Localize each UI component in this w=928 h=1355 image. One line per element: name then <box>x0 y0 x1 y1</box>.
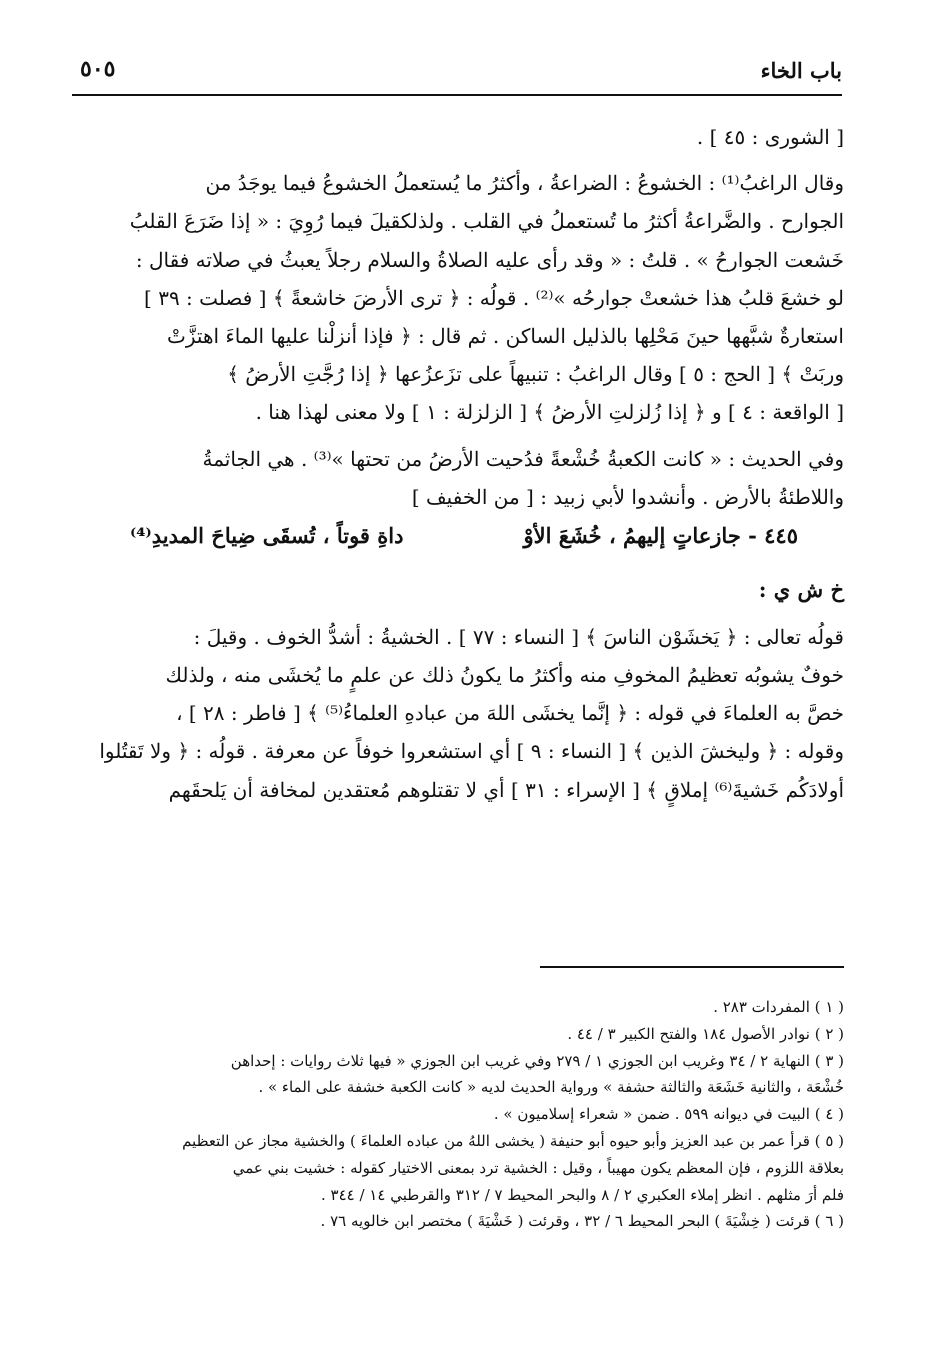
verse-first-text: جازعاتٍ إليهمُ ، خُشَعَ الأوْ <box>523 522 741 548</box>
footnote-line: فلم أرَ مثلهم . انظر إملاء العكبري ٢ / ٨ والبحر المحيط ٧ / ٣١٢ والقرطبي ١٤ / ٣٤٤ . <box>320 1185 844 1204</box>
text-line: [ الشورى : ٤٥ ] . <box>696 125 844 149</box>
text-line: وربَتْ ﴾ [ الحج : ٥ ] وقال الراغبُ : تنبيهاً على تزَعزُعها ﴿ إذا رُجَّتِ الأرضُ ﴾ <box>227 362 844 387</box>
text-line: الجوارح . والضَّراعةُ أكثرُ ما تُستعملُ في القلب . ولذلكقيلَ فيما رُوِيَ : « إذا ضَرَعَ القلبُ <box>129 209 844 234</box>
page-number: ٥٠٥ <box>80 56 116 82</box>
footnote-line: ( ٥ ) قرأ عمر بن عبد العزيز وأبو حيوه أبو حنيفة ( يخشى اللهُ من عباده العلماءَ ) والخشية مجاز عن التعظيم <box>182 1131 844 1150</box>
footnotes <box>66 994 844 1235</box>
text-line: خوفٌ يشوبُه تعظيمُ المخوفِ منه وأكثرُ ما يكونُ ذلك عن علمٍ ما يُخشَى منه ، ولذلك <box>165 663 844 688</box>
text-line: وفي الحديث : « كانت الكعبةُ خُشْعةً فدُحيت الأرضُ من تحتها »⁽³⁾ . هي الجاثمةُ <box>202 446 844 471</box>
text-line: خَشعت الجوارحُ » . قلتُ : « وقد رأى عليه الصلاةُ والسلام رجلاً يعبثُ في صلاته فقال : <box>135 247 844 272</box>
footnote-line: ( ٦ ) قرئت ( خِشْيَةَ ) البحر المحيط ٦ / ٣٢ ، وقرئت ( خَشْيَةَ ) مختصر ابن خالويه ٧٦ . <box>320 1212 844 1231</box>
footnote-line: ( ٣ ) النهاية ٢ / ٣٤ وغريب ابن الجوزي ١ / ٢٧٩ وفي غريب ابن الجوزي « فيها ثلاث روايات : إحداهن <box>230 1051 844 1070</box>
footnote-rule <box>540 966 844 968</box>
text-line: وقال الراغبُ⁽¹⁾ : الخشوعُ : الضراعةُ ، وأكثرُ ما يُستعملُ الخشوعُ فيما يوجَدُ من <box>205 171 844 196</box>
section-heading: خ ش ي : <box>758 576 844 602</box>
verse-first-hemistich <box>524 516 799 556</box>
main-text <box>70 118 844 809</box>
text-line: لو خشعَ قلبُ هذا خشعتْ جوارحُه »⁽²⁾ . قولُه : ﴿ ترى الأرضَ خاشعةً ﴾ [ فصلت : ٣٩ ] <box>144 285 844 310</box>
footnote-line: خُشْعَة ، والثانية خَشَعَة والثالثة حشفة » ورواية الحديث لديه « كانت الكعبة خشفة على الماء » . <box>258 1078 844 1097</box>
header-rule <box>72 94 842 96</box>
text-line: واللاطئةُ بالأرض . وأنشدوا لأبي زبيد : [ من الخفيف ] <box>411 484 844 509</box>
verse-number: ٤٤٥ - <box>748 522 798 548</box>
running-header <box>72 52 842 92</box>
poetry-verse <box>70 516 844 556</box>
footnote-line: بعلاقة اللزوم ، فإن المعظم يكون مهيباً ، وقيل : الخشية ترد بمعنى الاختيار كقوله : خشيت بني عمي <box>232 1158 844 1177</box>
text-line: خصَّ به العلماءَ في قوله : ﴿ إنَّما يخشَى اللهَ من عبادهِ العلماءُ⁽⁵⁾ ﴾ [ فاطر : ٢٨ ] ، <box>176 701 844 726</box>
verse-second-hemistich: داةِ قوتاً ، تُسقَى ضِياحَ المديدِ⁽⁴⁾ <box>130 522 404 548</box>
footnote-line: ( ٢ ) نوادر الأصول ١٨٤ والفتح الكبير ٣ / ٤٤ . <box>567 1024 844 1043</box>
text-line: استعارةٌ شبَّهها حينَ مَحْلِها بالذليل الساكن . ثم قال : ﴿ فإذا أنزلْنا عليها الماءَ اهتزَّتْ <box>167 323 844 348</box>
text-line: أولادَكُم خَشيةَ⁽⁶⁾ إملاقٍ ﴾ [ الإسراء : ٣١ ] أي لا تقتلوهم مُعتقدين لمخافة أن يَلحقَهم <box>168 777 844 802</box>
text-line: [ الواقعة : ٤ ] و ﴿ إذا زُلزلتِ الأرضُ ﴾ [ الزلزلة : ١ ] ولا معنى لهذا هنا . <box>255 400 844 425</box>
footnote-line: ( ٤ ) البيت في ديوانه ٥٩٩ . ضمن « شعراء إسلاميون » . <box>493 1105 844 1124</box>
text-line: قولُه تعالى : ﴿ يَخشَوْن الناسَ ﴾ [ النساء : ٧٧ ] . الخشيةُ : أشدُّ الخوف . وقيلَ : <box>193 624 844 649</box>
text-line: وقوله : ﴿ وليخشَ الذين ﴾ [ النساء : ٩ ] أي استشعروا خوفاً عن معرفة . قولُه : ﴿ ولا تَقتُلوا <box>99 739 844 764</box>
chapter-title: باب الخاء <box>760 58 842 83</box>
footnote-line: ( ١ ) المفردات ٢٨٣ . <box>713 998 844 1016</box>
